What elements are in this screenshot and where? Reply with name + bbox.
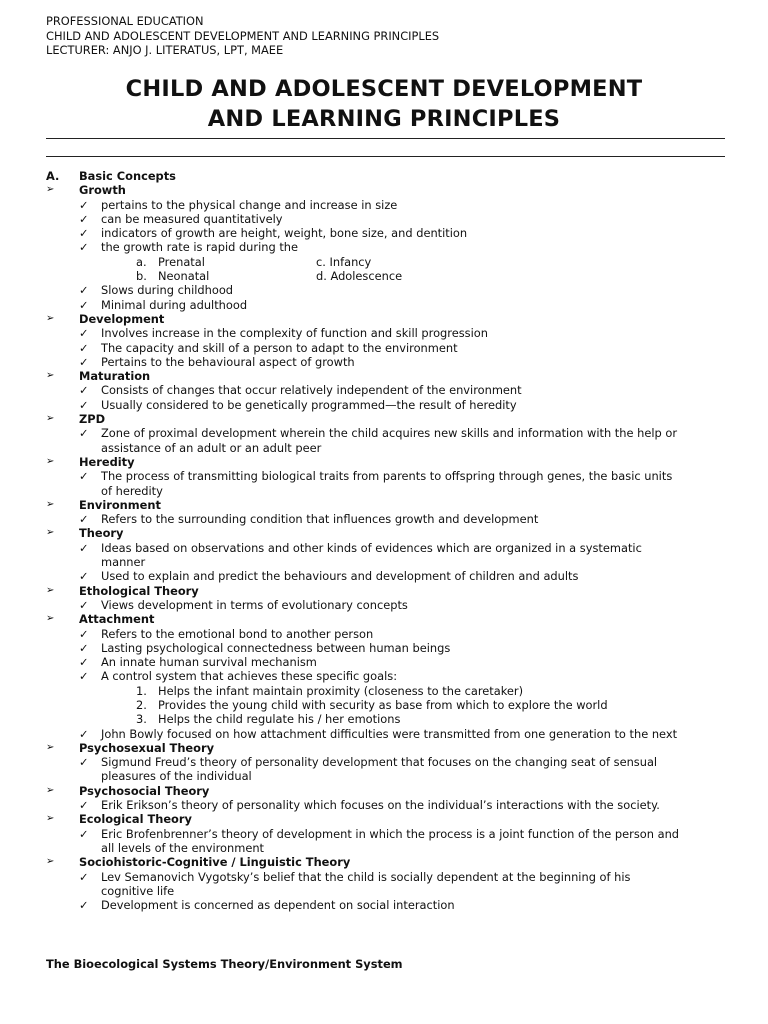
- title-divider-bottom: [46, 156, 725, 157]
- checkmark-icon: ✓: [79, 397, 89, 412]
- sub-list-marker: 1.: [136, 683, 147, 698]
- checkmark-icon: ✓: [79, 626, 89, 641]
- topic-heading: [0, 855, 768, 869]
- topic-heading: [0, 498, 768, 512]
- checkmark-icon: ✓: [79, 640, 89, 655]
- bullet-item: [0, 898, 768, 912]
- topic-heading-text: Heredity: [79, 454, 135, 469]
- bullet-item: [0, 212, 768, 226]
- topic-heading-text: ZPD: [79, 412, 106, 427]
- bullet-item-text: Views development in terms of evolutionary concepts: [101, 597, 408, 612]
- topic-heading-text: Ethological Theory: [79, 583, 199, 598]
- topic-heading-text: Theory: [79, 526, 124, 541]
- sub-list-item-text: Helps the infant maintain proximity (closeness to the caretaker): [158, 683, 524, 698]
- bullet-item-text: The process of transmitting biological traits from parents to offspring through genes, the basic units: [101, 469, 673, 484]
- sub-list-marker: 3.: [136, 712, 147, 727]
- bullet-item: [0, 326, 768, 340]
- topic-heading-text: Growth: [79, 183, 126, 198]
- sub-list-item-second-column: d. Adolescence: [316, 269, 403, 284]
- topic-heading-text: Psychosocial Theory: [79, 783, 210, 798]
- bullet-item-text: pertains to the physical change and increase in size: [101, 197, 398, 212]
- bullet-item: [0, 298, 768, 312]
- bullet-item-text: indicators of growth are height, weight, bone size, and dentition: [101, 226, 468, 241]
- checkmark-icon: ✓: [79, 869, 89, 884]
- checkmark-icon: ✓: [79, 226, 89, 241]
- bullet-item-continuation-text: cognitive life: [101, 883, 175, 898]
- bullet-item-text: John Bowly focused on how attachment difficulties were transmitted from one generation to the next: [101, 726, 678, 741]
- bullet-item-continuation: [0, 484, 768, 498]
- bullet-item-text: Ideas based on observations and other kinds of evidences which are organized in a systematic: [101, 540, 642, 555]
- bullet-item-continuation-text: of heredity: [101, 483, 163, 498]
- sub-list-item-second-column: c. Infancy: [316, 254, 372, 269]
- checkmark-icon: ✓: [79, 669, 89, 684]
- arrow-bullet-icon: ➢: [46, 455, 55, 467]
- sub-list-item-text: Helps the child regulate his / her emotions: [158, 712, 401, 727]
- topic-heading: [0, 312, 768, 326]
- bullet-item-text: A control system that achieves these specific goals:: [101, 669, 398, 684]
- bullet-item: [0, 755, 768, 769]
- topic-heading-text: Environment: [79, 497, 161, 512]
- sub-list-item: [0, 255, 768, 269]
- checkmark-icon: ✓: [79, 297, 89, 312]
- topic-heading: [0, 612, 768, 626]
- checkmark-icon: ✓: [79, 354, 89, 369]
- bullet-item-text: Eric Brofenbrenner’s theory of development in which the process is a joint function of the person and: [101, 826, 680, 841]
- checkmark-icon: ✓: [79, 426, 89, 441]
- bullet-item: [0, 426, 768, 440]
- bullet-item-text: Erik Erikson’s theory of personality which focuses on the individual’s interactions with the society.: [101, 798, 660, 813]
- topic-heading-text: Sociohistoric-Cognitive / Linguistic Theory: [79, 855, 351, 870]
- topic-heading: [0, 369, 768, 383]
- checkmark-icon: ✓: [79, 569, 89, 584]
- bullet-item: [0, 469, 768, 483]
- topic-heading: [0, 412, 768, 426]
- topic-heading: [0, 455, 768, 469]
- checkmark-icon: ✓: [79, 755, 89, 770]
- topic-heading: [0, 784, 768, 798]
- bullet-item-text: Refers to the surrounding condition that influences growth and development: [101, 512, 539, 527]
- arrow-bullet-icon: ➢: [46, 856, 55, 868]
- bullet-item-text: Zone of proximal development wherein the child acquires new skills and information with the help or: [101, 426, 677, 441]
- bullet-item-text: the growth rate is rapid during the: [101, 240, 299, 255]
- bullet-item-text: Lasting psychological connectedness between human beings: [101, 640, 451, 655]
- sub-list-item: [0, 684, 768, 698]
- bullet-item-continuation-text: all levels of the environment: [101, 840, 265, 855]
- checkmark-icon: ✓: [79, 211, 89, 226]
- arrow-bullet-icon: ➢: [46, 184, 55, 196]
- bullet-item: [0, 226, 768, 240]
- topic-heading: [0, 183, 768, 197]
- bullet-item: [0, 641, 768, 655]
- title-divider-top: [46, 138, 725, 139]
- bullet-item: [0, 398, 768, 412]
- bullet-item-text: can be measured quantitatively: [101, 211, 283, 226]
- bullet-item-continuation-text: pleasures of the individual: [101, 769, 252, 784]
- bullet-item-text: Pertains to the behavioural aspect of growth: [101, 354, 355, 369]
- sub-list-item: [0, 712, 768, 726]
- arrow-bullet-icon: ➢: [46, 527, 55, 539]
- bullet-item: [0, 240, 768, 254]
- arrow-bullet-icon: ➢: [46, 370, 55, 382]
- topic-heading: [0, 741, 768, 755]
- topic-heading-text: Development: [79, 311, 165, 326]
- bullet-item: [0, 283, 768, 297]
- arrow-bullet-icon: ➢: [46, 784, 55, 796]
- topic-heading-text: Maturation: [79, 369, 151, 384]
- bullet-item-text: Slows during childhood: [101, 283, 234, 298]
- arrow-bullet-icon: ➢: [46, 613, 55, 625]
- topic-heading-text: Attachment: [79, 612, 155, 627]
- bullet-item-text: Consists of changes that occur relatively independent of the environment: [101, 383, 522, 398]
- section-heading-bioecological: The Bioecological Systems Theory/Environment System: [46, 957, 403, 971]
- checkmark-icon: ✓: [79, 597, 89, 612]
- bullet-item-text: Refers to the emotional bond to another person: [101, 626, 374, 641]
- checkmark-icon: ✓: [79, 512, 89, 527]
- bullet-item-text: The capacity and skill of a person to adapt to the environment: [101, 340, 458, 355]
- sub-list-item: [0, 269, 768, 283]
- bullet-item-text: Used to explain and predict the behaviours and development of children and adults: [101, 569, 579, 584]
- section-heading-text: Basic Concepts: [79, 169, 176, 183]
- bullet-item-continuation: [0, 555, 768, 569]
- bullet-item: [0, 541, 768, 555]
- title-line-2: AND LEARNING PRINCIPLES: [207, 106, 561, 132]
- checkmark-icon: ✓: [79, 898, 89, 913]
- document-header: [46, 14, 439, 58]
- bullet-item: [0, 569, 768, 583]
- bullet-item-text: Development is concerned as dependent on social interaction: [101, 898, 455, 913]
- bullet-item-continuation: [0, 841, 768, 855]
- sub-list-item: [0, 698, 768, 712]
- topic-heading: [0, 812, 768, 826]
- bullet-item-text: Usually considered to be genetically programmed—the result of heredity: [101, 397, 517, 412]
- section-letter: A.: [46, 169, 60, 183]
- bullet-item: [0, 627, 768, 641]
- document-title: [0, 74, 768, 134]
- sub-list-item-text: Prenatal: [158, 254, 205, 269]
- arrow-bullet-icon: ➢: [46, 413, 55, 425]
- checkmark-icon: ✓: [79, 826, 89, 841]
- bullet-item: [0, 198, 768, 212]
- bullet-item: [0, 870, 768, 884]
- header-line-subject: CHILD AND ADOLESCENT DEVELOPMENT AND LEARNING PRINCIPLES: [46, 28, 440, 43]
- bullet-item: [0, 355, 768, 369]
- topic-heading-text: Ecological Theory: [79, 812, 192, 827]
- bullet-item: [0, 341, 768, 355]
- checkmark-icon: ✓: [79, 726, 89, 741]
- checkmark-icon: ✓: [79, 326, 89, 341]
- bullet-item: [0, 798, 768, 812]
- checkmark-icon: ✓: [79, 655, 89, 670]
- checkmark-icon: ✓: [79, 798, 89, 813]
- title-line-1: CHILD AND ADOLESCENT DEVELOPMENT: [125, 76, 643, 102]
- sub-list-marker: b.: [136, 269, 147, 284]
- bullet-item-text: Involves increase in the complexity of function and skill progression: [101, 326, 488, 341]
- checkmark-icon: ✓: [79, 240, 89, 255]
- bullet-item: [0, 669, 768, 683]
- bullet-item: [0, 598, 768, 612]
- sub-list-marker: a.: [136, 254, 147, 269]
- topic-heading: [0, 526, 768, 540]
- arrow-bullet-icon: ➢: [46, 813, 55, 825]
- checkmark-icon: ✓: [79, 197, 89, 212]
- sub-list-item-text: Provides the young child with security as base from which to explore the world: [158, 697, 608, 712]
- arrow-bullet-icon: ➢: [46, 741, 55, 753]
- bullet-item: [0, 727, 768, 741]
- outline-content: [0, 169, 768, 912]
- bullet-item-continuation: [0, 884, 768, 898]
- header-line-lecturer: LECTURER: ANJO J. LITERATUS, LPT, MAEE: [46, 43, 284, 58]
- topic-heading: [0, 584, 768, 598]
- bullet-item-text: Lev Semanovich Vygotsky’s belief that the child is socially dependent at the beginning of his: [101, 869, 631, 884]
- sub-list-marker: 2.: [136, 697, 147, 712]
- bullet-item-text: Minimal during adulthood: [101, 297, 248, 312]
- bullet-item: [0, 655, 768, 669]
- header-line-course: PROFESSIONAL EDUCATION: [46, 14, 204, 28]
- section-heading: [0, 169, 768, 183]
- bullet-item-continuation-text: assistance of an adult or an adult peer: [101, 440, 322, 455]
- arrow-bullet-icon: ➢: [46, 312, 55, 324]
- bullet-item-continuation: [0, 441, 768, 455]
- bullet-item: [0, 827, 768, 841]
- sub-list-item-text: Neonatal: [158, 269, 210, 284]
- checkmark-icon: ✓: [79, 383, 89, 398]
- bullet-item-text: Sigmund Freud’s theory of personality development that focuses on the changing seat of sensual: [101, 755, 658, 770]
- bullet-item-continuation: [0, 769, 768, 783]
- checkmark-icon: ✓: [79, 340, 89, 355]
- bullet-item-text: An innate human survival mechanism: [101, 655, 317, 670]
- bullet-item: [0, 512, 768, 526]
- bullet-item-continuation-text: manner: [101, 555, 146, 570]
- checkmark-icon: ✓: [79, 540, 89, 555]
- arrow-bullet-icon: ➢: [46, 584, 55, 596]
- checkmark-icon: ✓: [79, 469, 89, 484]
- topic-heading-text: Psychosexual Theory: [79, 740, 215, 755]
- checkmark-icon: ✓: [79, 283, 89, 298]
- bullet-item: [0, 383, 768, 397]
- arrow-bullet-icon: ➢: [46, 498, 55, 510]
